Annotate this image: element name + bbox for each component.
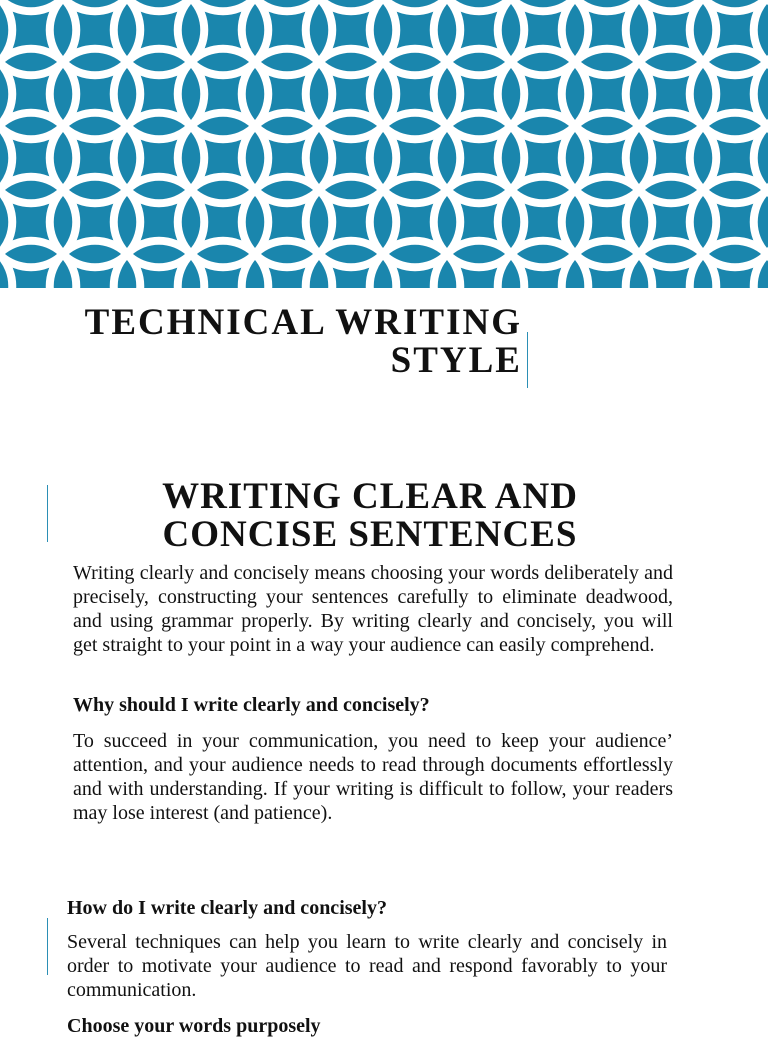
how-question: How do I write clearly and concisely? xyxy=(67,897,387,919)
slide-title-line1: TECHNICAL WRITING xyxy=(84,302,522,343)
interlocking-circles-pattern xyxy=(0,0,768,288)
how-paragraph: Several techniques can help you learn to write clearly and concisely in order to motivate your audience to read and respond favorably to your communication. xyxy=(67,931,667,1001)
section-title-line2: CONCISE SENTENCES xyxy=(162,514,578,555)
choose-words-subheading: Choose your words purposely xyxy=(67,1015,321,1037)
section-accent-line xyxy=(47,485,48,542)
slide3-accent-line xyxy=(47,918,48,975)
intro-paragraph: Writing clearly and concisely means choosing your words deliberately and precisely, constructing your sentences carefully to eliminate deadwood, and using grammar properly. By writing clearly and concisely, you will get straight to your point in a way your audience can easily comprehend. xyxy=(73,562,673,656)
why-paragraph: To succeed in your communication, you need to keep your audience’ attention, and your audience needs to read through documents effortlessly and with understanding. If your writing is difficult to follow, your readers may lose interest (and patience). xyxy=(73,730,673,824)
section-title xyxy=(120,478,620,554)
section-title-line1: WRITING CLEAR AND xyxy=(162,476,578,517)
slide-title-line2: STYLE xyxy=(390,340,522,381)
slide-title xyxy=(60,304,522,380)
why-question: Why should I write clearly and concisely? xyxy=(73,694,430,716)
pattern-banner xyxy=(0,0,768,288)
title-accent-line xyxy=(527,332,528,388)
